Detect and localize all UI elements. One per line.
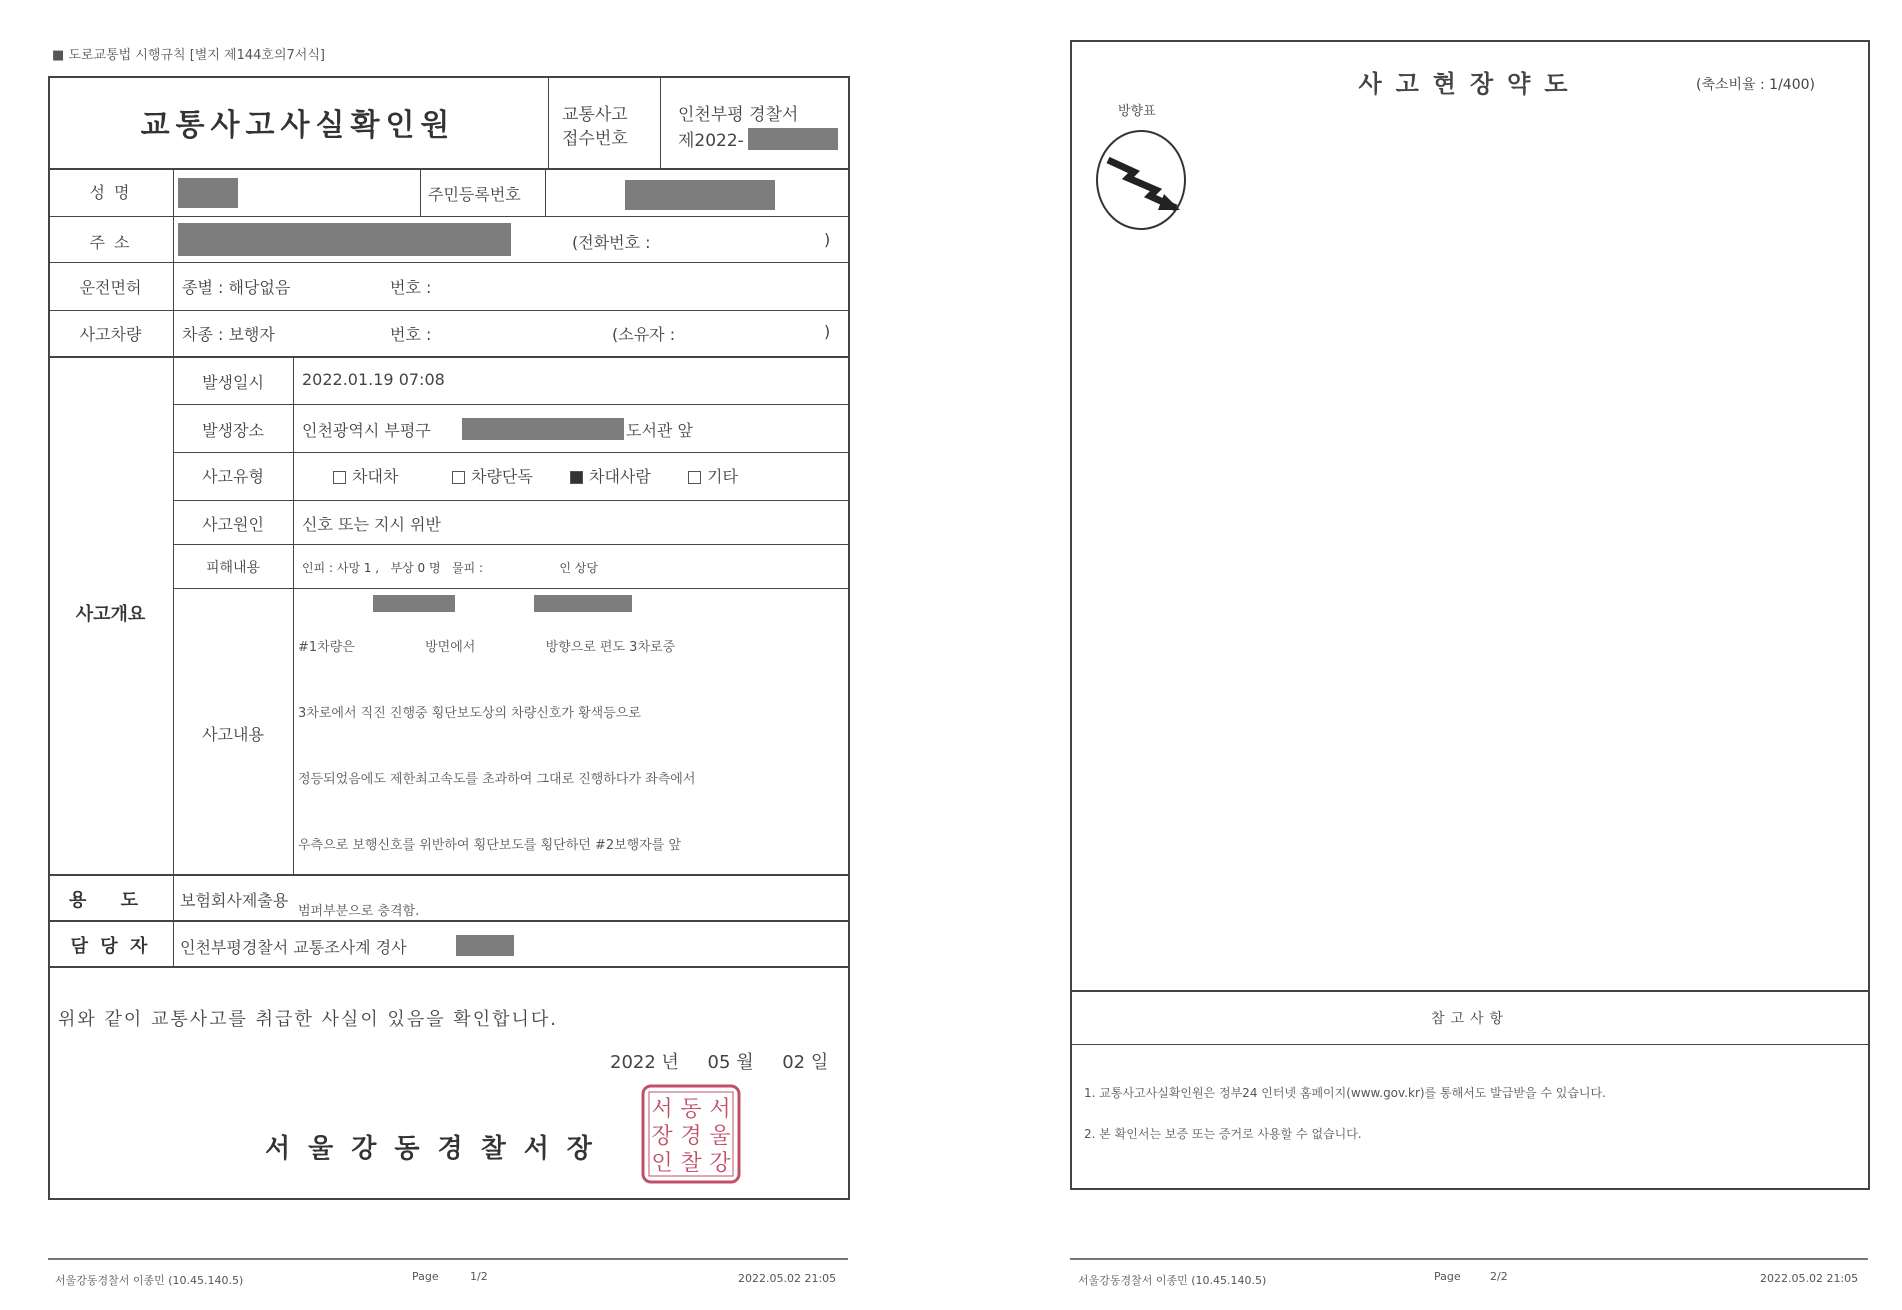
seal-character: 울 [709,1124,731,1149]
seal-character: 장 [651,1124,673,1149]
note-2: 2. 본 확인서는 보증 또는 증거로 사용할 수 없습니다. [1084,1127,1362,1141]
seal-character: 인 [651,1151,673,1176]
issuer-name: 서울강동경찰서장 [265,1134,610,1164]
license-label: 운전면허 [79,278,142,297]
compass-label: 방향표 [1118,104,1156,119]
confirmation-text: 위와 같이 교통사고를 취급한 사실이 있음을 확인합니다. [58,1009,558,1030]
seal-character: 동 [680,1097,702,1122]
damage-label: 피해내용 [205,560,261,576]
date-value: 2022.01.19 07:08 [302,370,445,389]
checkbox-icon [688,471,701,484]
phone-close: ) [824,230,831,249]
issue-date: 2022 년 05 월 02 일 [610,1052,829,1073]
vehicle-number-label: 번호 : [390,325,432,344]
page1-footer-page-label: Page [412,1270,439,1283]
place-value-prefix: 인천광역시 부평구 [302,421,431,440]
page2-footer-page-label: Page [1434,1270,1461,1283]
type-option-3: 차대사람 [570,464,651,487]
seal-character: 강 [709,1151,731,1176]
purpose-label: 용 도 [68,890,153,911]
page1-footer-page: 1/2 [470,1270,488,1283]
type-option-1: 차대차 [333,464,398,487]
damage-value: 인피 : 사망 1 , 부상 0 명 물피 : 인 상당 [302,561,598,575]
vehicle-type: 차종 : 보행자 [182,325,275,344]
receipt-number: 제2022- [678,131,744,151]
receipt-label-2: 접수번호 [562,129,628,149]
receipt-label-1: 교통사고 [562,105,628,125]
officer-label: 담 당 자 [70,936,151,957]
page2-footer-time: 2022.05.02 21:05 [1760,1272,1859,1285]
sketch-frame [1070,40,1870,992]
owner-close: ) [824,322,831,341]
receipt-station: 인천부평 경찰서 [678,105,799,125]
cause-value: 신호 또는 지시 위반 [302,515,441,534]
overview-label: 사고개요 [75,604,146,625]
place-label: 발생장소 [202,421,264,440]
redacted-place [462,418,624,440]
date-label: 발생일시 [202,373,264,392]
seal-character: 서 [651,1097,673,1122]
license-type: 종별 : 해당없음 [182,278,291,297]
page2-footer-page: 2/2 [1490,1270,1508,1283]
seal-character: 서 [709,1097,731,1122]
purpose-value: 보험회사제출용 [180,891,289,910]
redacted-officer-name [456,935,514,956]
checkbox-icon [452,471,465,484]
rrn-label: 주민등록번호 [428,185,521,204]
owner-label: (소유자 : [612,325,676,344]
seal-character: 찰 [680,1151,702,1176]
phone-label: (전화번호 : [572,233,651,252]
type-option-2: 차량단독 [452,464,533,487]
redacted-receipt-number [748,128,838,150]
note-1: 1. 교통사고사실확인원은 정부24 인터넷 홈페이지(www.gov.kr)를 통해서도 발급받을 수 있습니다. [1084,1086,1606,1100]
type-option-4: 기타 [688,464,738,487]
content-label: 사고내용 [202,725,264,744]
cause-label: 사고원인 [202,515,264,534]
vehicle-label: 사고차량 [79,325,142,344]
document-title: 교통사고사실확인원 [140,108,456,143]
notes-title: 참고사항 [1430,1011,1510,1027]
redacted-location-1 [373,595,455,612]
form-reference: ■ 도로교통법 시행규칙 [별지 제144호의7서식] [52,48,325,63]
redacted-rrn [625,180,775,210]
sketch-title: 사고현장약도 [1358,70,1582,98]
page1-footer-time: 2022.05.02 21:05 [738,1272,837,1285]
name-label: 성 명 [89,183,132,202]
address-label: 주 소 [89,233,132,252]
license-number-label: 번호 : [390,278,432,297]
direction-arrow-icon [1094,128,1188,232]
officer-value: 인천부평경찰서 교통조사계 경사 [180,938,407,957]
place-value-suffix: 도서관 앞 [626,421,693,440]
page2-footer-left: 서울강동경찰서 이종민 (10.45.140.5) [1078,1274,1267,1287]
checked-checkbox-icon [570,471,583,484]
content-text: #1차량은 방면에서 방향으로 편도 3차로중 3차로에서 직진 진행중 횡단보도상의 차량신호가 황색등으로 정등되었음에도 제한최고속도를 초과하여 그대로 진행하다가 좌측에서 우측으로 보행신호를 위반하여 횡단보도를 횡단하던 #2보행자를 앞 범퍼부분으로 충격함. [298,640,696,919]
sketch-scale: (축소비율 : 1/400) [1696,77,1815,93]
type-label: 사고유형 [202,467,264,486]
official-seal [640,1083,742,1185]
checkbox-icon [333,471,346,484]
redacted-address [178,223,511,256]
page1-footer-left: 서울강동경찰서 이종민 (10.45.140.5) [55,1274,244,1287]
seal-character: 경 [680,1124,702,1149]
redacted-name [178,178,238,208]
redacted-location-2 [534,595,632,612]
